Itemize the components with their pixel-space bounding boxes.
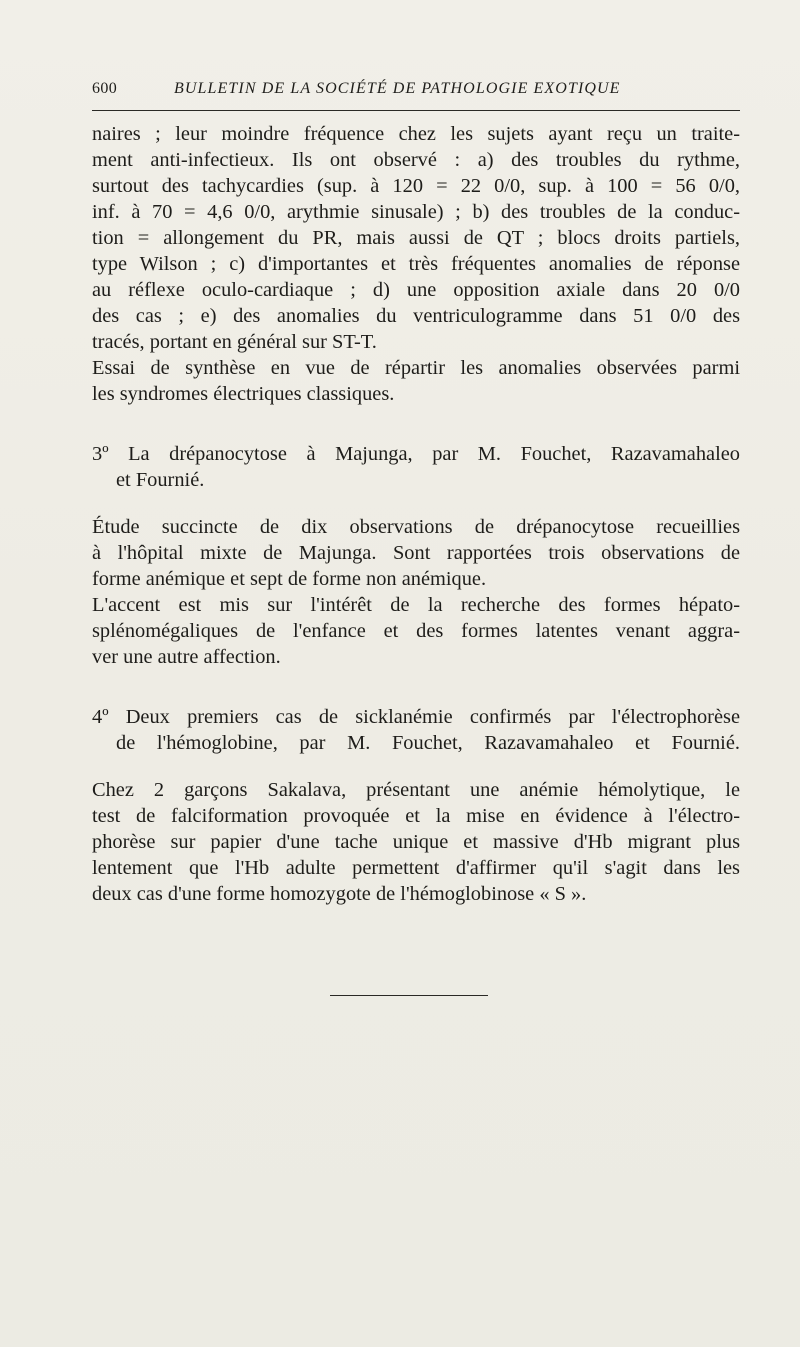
text-line: Chez 2 garçons Sakalava, présentant une anémie hémolytique, le bbox=[92, 779, 740, 801]
item-title: et Fournié. bbox=[116, 469, 205, 491]
item-title: 3º La drépanocytose à Majunga, par M. Fouchet, Razavamahaleo bbox=[92, 443, 740, 465]
text-line: à l'hôpital mixte de Majunga. Sont rapportées trois observations de bbox=[92, 542, 740, 564]
text-line: type Wilson ; c) d'importantes et très fréquentes anomalies de réponse bbox=[92, 253, 740, 275]
paragraph-continuation bbox=[92, 121, 740, 355]
item-title: de l'hémoglobine, par M. Fouchet, Razavamahaleo et Fournié. bbox=[116, 732, 740, 754]
item-title: 4º Deux premiers cas de sicklanémie confirmés par l'électrophorèse bbox=[92, 706, 740, 728]
text-line: L'accent est mis sur l'intérêt de la recherche des formes hépato- bbox=[92, 594, 740, 616]
text-line: au réflexe oculo-cardiaque ; d) une opposition axiale dans 20 0/0 bbox=[92, 279, 740, 301]
text-line: ver une autre affection. bbox=[92, 646, 281, 668]
page-number: 600 bbox=[92, 80, 118, 97]
text-line: Essai de synthèse en vue de répartir les anomalies observées parmi bbox=[92, 357, 740, 379]
paragraph-synthesis bbox=[92, 355, 740, 407]
text-line: tion = allongement du PR, mais aussi de QT ; blocs droits partiels, bbox=[92, 227, 740, 249]
text-line: lentement que l'Hb adulte permettent d'affirmer qu'il s'agit dans les bbox=[92, 857, 740, 879]
text-line: deux cas d'une forme homozygote de l'hémoglobinose « S ». bbox=[92, 883, 587, 905]
section-item-3 bbox=[92, 441, 740, 670]
end-rule bbox=[330, 995, 488, 996]
spacer bbox=[92, 493, 740, 514]
body-text bbox=[92, 121, 740, 907]
text-line: phorèse sur papier d'une tache unique et massive d'Hb migrant plus bbox=[92, 831, 740, 853]
running-title: BULLETIN DE LA SOCIÉTÉ DE PATHOLOGIE EXOTIQUE bbox=[174, 80, 621, 97]
header-rule bbox=[92, 110, 740, 111]
spacer bbox=[92, 756, 740, 777]
text-line: test de falciformation provoquée et la mise en évidence à l'électro- bbox=[92, 805, 740, 827]
text-line: ment anti-infectieux. Ils ont observé : a) des troubles du rythme, bbox=[92, 149, 740, 171]
text-line: surtout des tachycardies (sup. à 120 = 22 0/0, sup. à 100 = 56 0/0, bbox=[92, 175, 740, 197]
spacer bbox=[92, 670, 740, 704]
text-line: des cas ; e) des anomalies du ventriculogramme dans 51 0/0 des bbox=[92, 305, 740, 327]
text-line: splénomégaliques de l'enfance et des formes latentes venant aggra- bbox=[92, 620, 740, 642]
text-line: tracés, portant en général sur ST-T. bbox=[92, 331, 377, 353]
text-line: naires ; leur moindre fréquence chez les sujets ayant reçu un traite- bbox=[92, 123, 740, 145]
page-header bbox=[92, 80, 740, 104]
text-line: Étude succincte de dix observations de drépanocytose recueillies bbox=[92, 516, 740, 538]
section-item-4 bbox=[92, 704, 740, 907]
text-line: les syndromes électriques classiques. bbox=[92, 383, 395, 405]
text-line: inf. à 70 = 4,6 0/0, arythmie sinusale) ; b) des troubles de la conduc- bbox=[92, 201, 740, 223]
text-line: forme anémique et sept de forme non anémique. bbox=[92, 568, 487, 590]
spacer bbox=[92, 407, 740, 441]
